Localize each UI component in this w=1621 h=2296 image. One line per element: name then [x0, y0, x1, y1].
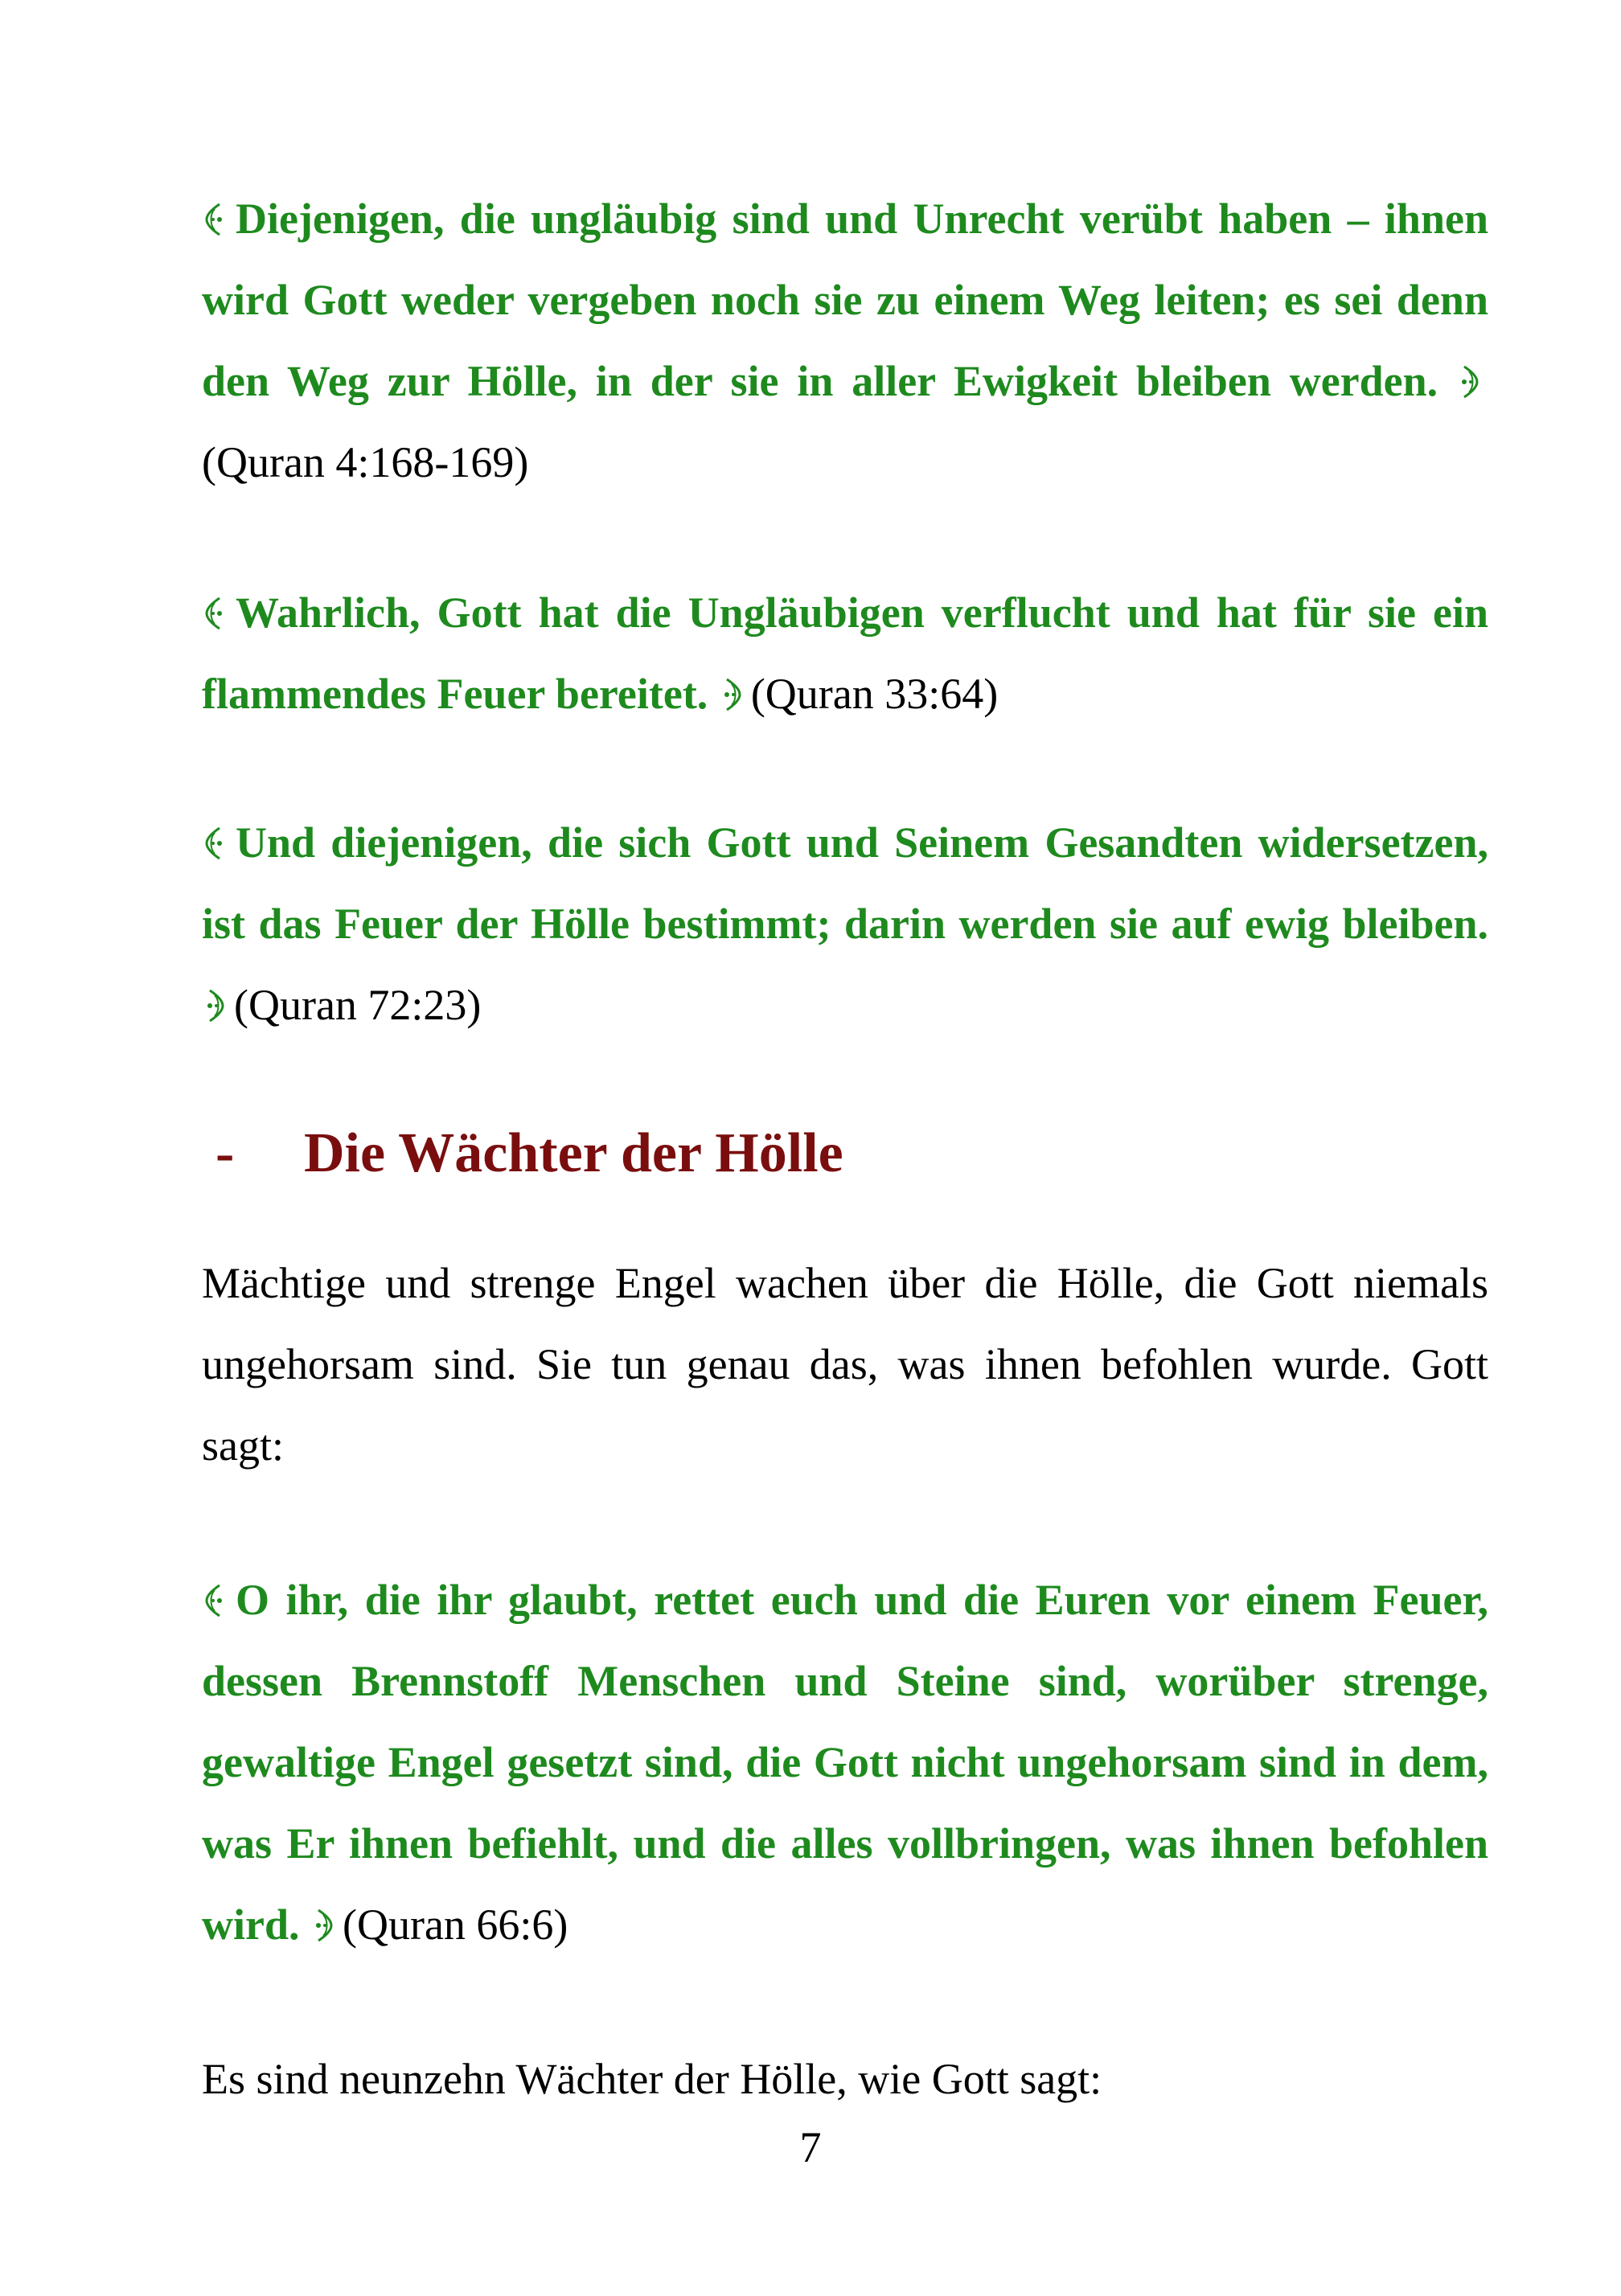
heading-bullet: - [215, 1122, 235, 1184]
verse-reference: (Quran 33:64) [750, 670, 999, 718]
ornamental-close-bracket-icon [722, 676, 745, 713]
section-heading [215, 1121, 843, 1186]
verse-reference: (Quran 4:168-169) [202, 438, 529, 486]
ornamental-open-bracket-icon [202, 595, 224, 632]
ornamental-close-bracket-icon [205, 987, 228, 1024]
verse-text: Und diejenigen, die sich Gott und Seinem Gesandten widersetzen, ist das Feuer der Hölle bestimmt; darin werden sie auf ewig bleiben. [202, 818, 1488, 948]
quran-verse-1 [202, 178, 1488, 503]
page-number: 7 [799, 2123, 822, 2171]
verse-text: Wahrlich, Gott hat die Ungläubigen verflucht und hat für sie ein flammendes Feuer bereitet. [202, 588, 1488, 718]
heading-title: Die Wächter der Hölle [304, 1122, 843, 1184]
quran-verse-2 [202, 572, 1488, 735]
verse-text: Diejenigen, die ungläubig sind und Unrecht verübt haben – ihnen wird Gott weder vergeben noch sie zu einem Weg leiten; es sei denn den Weg zur Hölle, in der sie in aller Ewigkeit bleiben werden. [202, 195, 1488, 405]
ornamental-open-bracket-icon [202, 1582, 224, 1619]
ornamental-open-bracket-icon [202, 201, 224, 238]
verse-reference: (Quran 72:23) [234, 981, 482, 1029]
body-paragraph-2: Es sind neunzehn Wächter der Hölle, wie Gott sagt: [202, 2055, 1102, 2103]
body-paragraph-1: Mächtige und strenge Engel wachen über die Hölle, die Gott niemals ungehorsam sind. Sie tun genau das, was ihnen befohlen wurde. Gott sagt: [202, 1259, 1488, 1470]
verse-reference: (Quran 66:6) [343, 1900, 568, 1949]
ornamental-open-bracket-icon [202, 825, 224, 862]
quran-verse-3 [202, 802, 1488, 1046]
quran-verse-4 [202, 1560, 1488, 1966]
verse-text: O ihr, die ihr glaubt, rettet euch und die Euren vor einem Feuer, dessen Brennstoff Menschen und Steine sind, worüber strenge, gewaltige Engel gesetzt sind, die Gott nicht ungehorsam sind in dem, was Er ihnen befiehlt, und die alles vollbringen, was ihnen befohlen wird. [202, 1576, 1488, 1949]
ornamental-close-bracket-icon [1459, 363, 1482, 400]
ornamental-close-bracket-icon [314, 1907, 336, 1944]
